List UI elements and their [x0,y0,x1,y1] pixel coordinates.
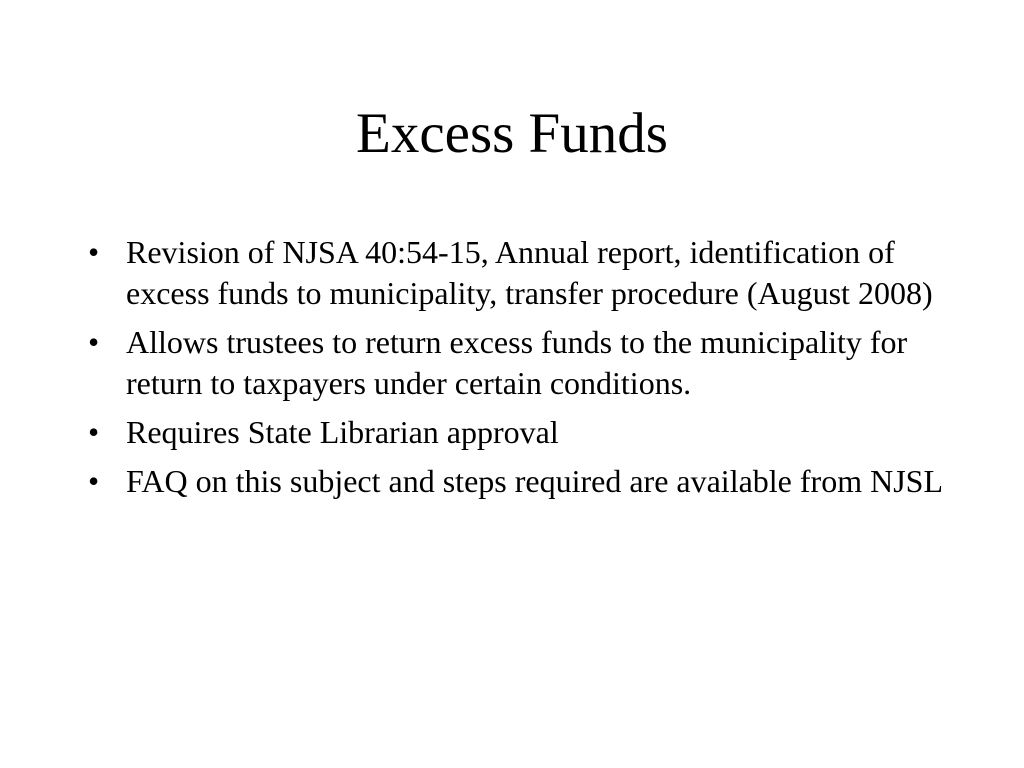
bullet-icon: • [88,414,100,450]
bullet-list [85,232,945,510]
slide-title: Excess Funds [356,102,668,165]
bullet-item-revision [85,232,945,314]
bullet-text: Requires State Librarian approval [126,414,559,450]
bullet-item-faq [85,461,945,502]
bullet-icon: • [88,463,100,499]
bullet-item-approval [85,412,945,453]
bullet-text: FAQ on this subject and steps required are available from NJSL [126,463,943,499]
bullet-item-trustees [85,322,945,404]
bullet-text: Allows trustees to return excess funds to the municipality for return to taxpayers under certain conditions. [126,324,908,401]
bullet-icon: • [88,324,100,360]
bullet-text: Revision of NJSA 40:54-15, Annual report, identification of excess funds to municipality, transfer procedure (August 2008) [126,234,933,311]
bullet-icon: • [88,234,100,270]
